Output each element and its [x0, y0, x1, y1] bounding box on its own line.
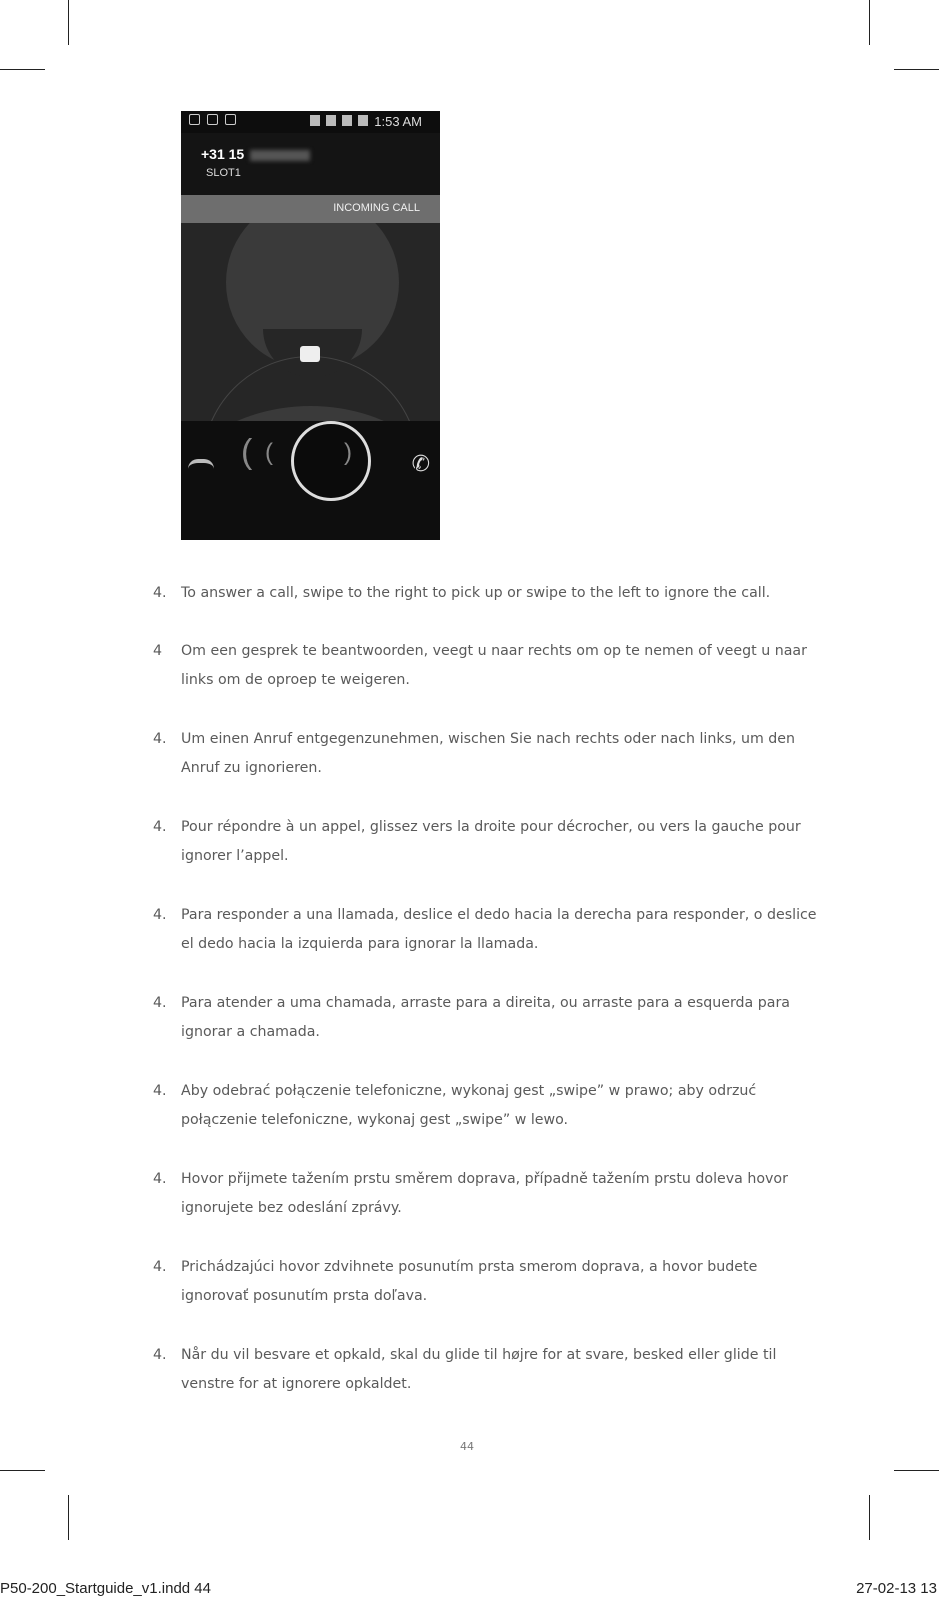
incoming-call-bar	[181, 195, 440, 223]
camera-icon	[207, 114, 218, 125]
crop-mark	[0, 69, 45, 70]
notification-icons	[189, 114, 236, 125]
incoming-call-screenshot	[181, 111, 440, 540]
crop-mark	[68, 1495, 69, 1540]
status-time: 1:53 AM	[374, 114, 422, 129]
crop-mark	[0, 1470, 45, 1471]
phone-icon	[189, 114, 200, 125]
answer-phone-icon[interactable]: ✆	[411, 451, 430, 476]
call-answer-handle[interactable]	[291, 421, 371, 501]
reply-message-icon[interactable]	[300, 346, 320, 362]
signal-icon	[326, 115, 336, 126]
sync-icon	[310, 115, 320, 126]
crop-mark	[894, 1470, 939, 1471]
date-slug: 27-02-13 13	[856, 1580, 937, 1597]
crop-mark	[68, 0, 69, 45]
sim-slot: SLOT1	[206, 167, 241, 179]
crop-mark	[869, 1495, 870, 1540]
right-arc-inner-icon: )	[344, 439, 352, 466]
file-slug: P50-200_Startguide_v1.indd 44	[0, 1580, 211, 1597]
signal-2-icon	[342, 115, 352, 126]
caller-number: +31 15	[201, 146, 310, 162]
hang-up-icon[interactable]	[188, 459, 214, 469]
message-icon	[225, 114, 236, 125]
caller-info	[181, 133, 440, 195]
blurred-number	[250, 150, 310, 161]
crop-mark	[894, 69, 939, 70]
battery-icon	[358, 115, 368, 126]
incoming-call-label: INCOMING CALL	[333, 202, 420, 214]
left-arc-inner-icon: (	[265, 439, 273, 466]
left-arc-icon: (	[241, 433, 253, 471]
crop-mark	[869, 0, 870, 45]
status-bar	[181, 111, 440, 133]
system-icons	[310, 115, 368, 126]
answer-slider	[181, 421, 440, 540]
page-number: 44	[460, 1440, 474, 1453]
